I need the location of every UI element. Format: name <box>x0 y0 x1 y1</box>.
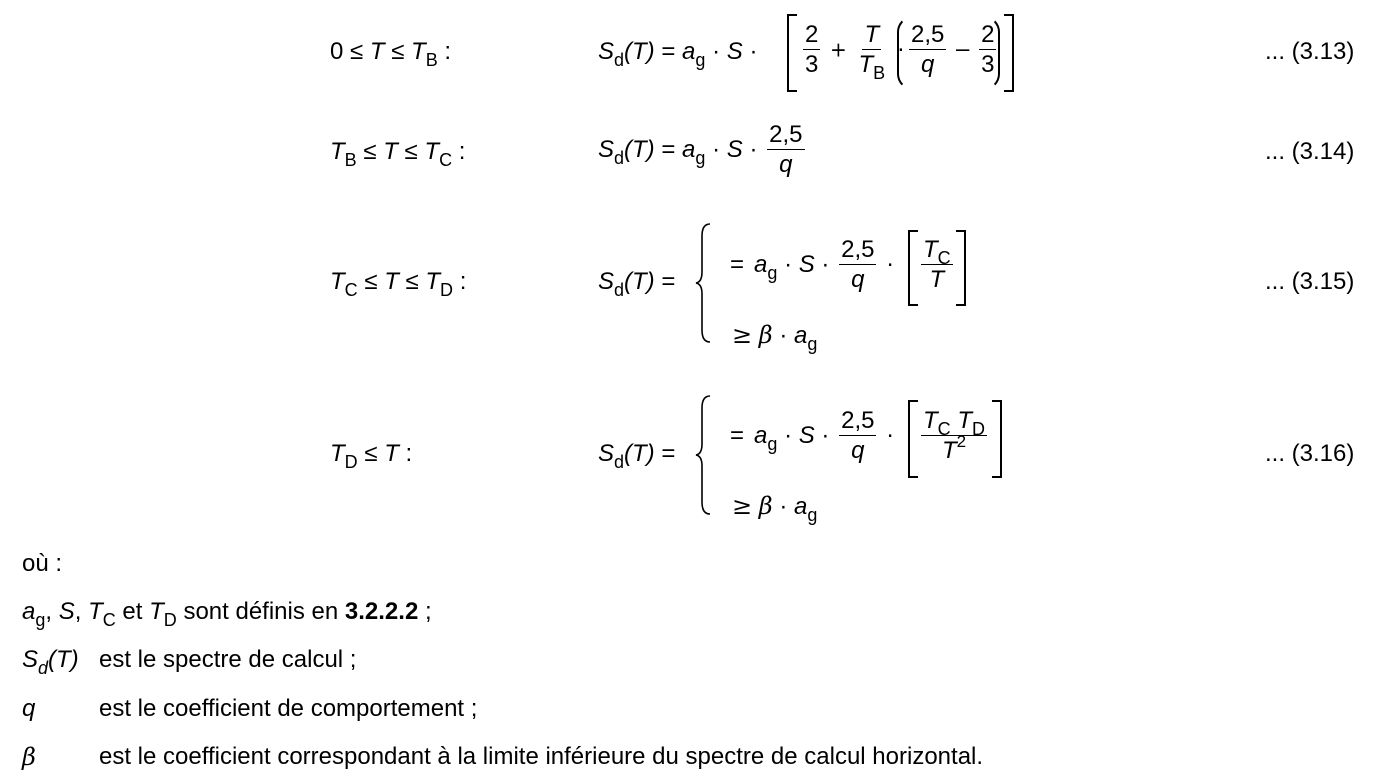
sub: d <box>614 147 625 168</box>
equals: = <box>730 250 745 278</box>
var-T: T <box>858 51 874 79</box>
numerator: 2 <box>803 22 820 50</box>
geq: ≥ <box>732 321 753 349</box>
eq-3-15-condition <box>330 268 467 300</box>
colon: : <box>398 440 413 467</box>
where-label: où : <box>22 550 63 577</box>
var-beta: β <box>758 492 773 520</box>
var-T: T <box>425 268 441 295</box>
comma: , <box>74 598 89 625</box>
minus: – <box>956 35 970 63</box>
eq-number: ... (3.16) <box>1265 440 1355 467</box>
denominator <box>856 50 887 84</box>
denominator: 3 <box>981 51 995 79</box>
left-bracket <box>787 14 797 92</box>
arg: (T) <box>624 268 655 295</box>
definition-params <box>22 598 432 630</box>
dot: · <box>749 38 758 65</box>
fraction <box>767 122 804 177</box>
var-S: S <box>726 38 743 65</box>
dot: · <box>784 421 793 449</box>
text: et <box>115 598 150 625</box>
text: 0 ≤ <box>330 38 370 65</box>
right-paren <box>984 16 1000 90</box>
numerator: 2,5 <box>839 408 876 436</box>
var-a: a <box>754 421 768 449</box>
eq-3-16-condition <box>330 440 413 472</box>
var-T: T <box>424 138 440 165</box>
colon: : <box>453 268 467 295</box>
var-a: a <box>754 250 768 278</box>
equals: = <box>661 440 676 467</box>
var-S: S <box>58 598 75 625</box>
sub: C <box>439 150 453 170</box>
var-S: S <box>726 135 743 163</box>
arg: (T) <box>48 646 79 673</box>
numerator: 2,5 <box>839 237 876 265</box>
numerator <box>921 407 987 439</box>
sub: g <box>35 610 46 630</box>
eq-number: ... (3.15) <box>1265 268 1355 295</box>
left-bracket <box>908 400 918 478</box>
numerator: 2 <box>979 22 996 50</box>
var-S: S <box>598 38 615 65</box>
denominator: q <box>921 51 935 79</box>
var-T: T <box>330 138 345 165</box>
geq: ≥ <box>732 492 753 520</box>
eq-3-13-formula <box>598 38 758 70</box>
comma: , <box>45 598 59 625</box>
eq-3-16-lhs <box>598 440 676 472</box>
var-T: T <box>957 407 973 434</box>
eq-3-15-lhs <box>598 268 676 300</box>
numerator: 2,5 <box>767 122 804 150</box>
eq-3-15-case1 <box>730 237 894 292</box>
sub: B <box>344 150 357 170</box>
var-T: T <box>88 598 103 625</box>
denominator: q <box>851 437 865 465</box>
dot: · <box>896 35 905 63</box>
arg: (T) <box>624 440 655 467</box>
case1-prefix <box>730 421 836 454</box>
colon: : <box>452 138 466 165</box>
numerator: T <box>862 22 881 50</box>
fraction <box>839 408 876 463</box>
dot: · <box>749 135 758 163</box>
fraction <box>839 237 876 292</box>
var-S: S <box>798 421 815 449</box>
sub: C <box>937 419 951 439</box>
eq-number: ... (3.14) <box>1265 138 1355 165</box>
leq: ≤ <box>384 38 412 65</box>
var-S: S <box>598 268 615 295</box>
sub: d <box>614 280 625 300</box>
sub: g <box>767 262 778 283</box>
dot: · <box>712 38 721 65</box>
fraction <box>856 21 887 84</box>
var-T: T <box>941 437 957 465</box>
sub: D <box>344 452 358 472</box>
leq: ≤ <box>398 268 426 295</box>
sub: g <box>807 505 818 525</box>
sub: g <box>695 50 706 70</box>
arg: (T) <box>624 38 655 65</box>
leq: ≤ <box>357 440 385 467</box>
definition-term-beta: β <box>22 743 36 771</box>
arg: (T) <box>624 135 655 163</box>
sub: g <box>767 433 778 454</box>
var-a: a <box>22 598 36 625</box>
dot: · <box>779 493 788 520</box>
fraction <box>803 22 820 77</box>
equals: = <box>730 421 745 449</box>
sup: 2 <box>956 432 967 452</box>
var-T: T <box>923 236 938 263</box>
sub: C <box>344 280 358 300</box>
leq: ≤ <box>357 268 385 295</box>
eq-3-14-formula <box>598 122 808 177</box>
section-reference: 3.2.2.2 <box>344 598 419 625</box>
var-T: T <box>384 268 399 295</box>
var-S: S <box>798 250 815 278</box>
sub: d <box>38 658 49 678</box>
sub: D <box>163 610 177 630</box>
var-a: a <box>794 493 808 520</box>
var-T: T <box>369 38 385 65</box>
var-S: S <box>22 646 39 673</box>
colon: : <box>437 38 452 65</box>
dot: · <box>821 421 830 449</box>
eq-3-16-bracket-content <box>918 408 990 463</box>
leq: ≤ <box>397 138 425 165</box>
eq-3-16-case1 <box>730 408 894 463</box>
right-bracket <box>992 400 1002 478</box>
curly-brace <box>694 394 714 516</box>
definition-text: est le spectre de calcul ; <box>99 646 357 673</box>
sub: B <box>425 50 438 70</box>
equals: = <box>661 135 676 163</box>
lhs <box>598 135 758 168</box>
eq-3-15-bracket-content <box>918 237 956 292</box>
dot: · <box>779 322 788 349</box>
var-T: T <box>383 138 398 165</box>
eq-3-15-case2 <box>732 321 818 354</box>
dot: · <box>886 421 895 449</box>
sub: d <box>614 50 625 70</box>
eq-number: ... (3.13) <box>1265 38 1355 65</box>
text: ; <box>418 598 432 625</box>
plus: + <box>830 37 847 62</box>
right-bracket <box>956 230 966 306</box>
eq-3-13-bracket-content <box>800 21 905 84</box>
definition-text: est le coefficient de comportement ; <box>99 695 478 722</box>
left-bracket <box>908 230 918 306</box>
var-S: S <box>598 440 615 467</box>
dot: · <box>886 250 895 278</box>
var-a: a <box>682 38 696 65</box>
definition-term-q: q <box>22 695 36 722</box>
numerator <box>921 236 953 268</box>
dot: · <box>712 135 721 163</box>
sub: B <box>873 63 886 84</box>
sub: g <box>695 147 706 168</box>
denominator: q <box>779 151 793 179</box>
eq-3-13-condition <box>330 38 452 70</box>
numerator: 2,5 <box>909 22 946 50</box>
right-bracket <box>1004 14 1014 92</box>
var-T: T <box>149 598 164 625</box>
var-a: a <box>794 322 808 349</box>
var-T: T <box>330 268 345 295</box>
denominator <box>940 432 968 465</box>
var-T: T <box>330 440 345 467</box>
var-T: T <box>923 407 938 434</box>
dot: · <box>784 250 793 278</box>
eq-3-14-condition <box>330 138 466 170</box>
var-T: T <box>384 440 399 467</box>
var-a: a <box>682 135 696 163</box>
denominator: 3 <box>805 51 819 79</box>
text: sont définis en <box>176 598 345 625</box>
equals: = <box>661 38 676 65</box>
eq-3-16-case2 <box>732 492 818 525</box>
sub: C <box>937 248 951 268</box>
sub: C <box>102 610 116 630</box>
var-S: S <box>598 135 615 163</box>
fraction <box>921 237 953 292</box>
leq: ≤ <box>356 138 384 165</box>
fraction <box>921 408 987 463</box>
var-beta: β <box>758 321 773 349</box>
sub: g <box>807 334 818 354</box>
definition-text: est le coefficient correspondant à la limite inférieure du spectre de calcul horizontal. <box>99 743 984 770</box>
equals: = <box>661 268 676 295</box>
case1-prefix <box>730 250 836 283</box>
var-T: T <box>411 38 426 65</box>
sub: D <box>972 419 986 439</box>
dot: · <box>821 250 830 278</box>
denominator: q <box>851 266 865 294</box>
fraction <box>909 22 946 77</box>
curly-brace <box>694 222 714 344</box>
sub: D <box>440 280 454 300</box>
sub: d <box>614 452 625 472</box>
denominator: T <box>929 266 945 294</box>
definition-term-Sd <box>22 646 79 678</box>
